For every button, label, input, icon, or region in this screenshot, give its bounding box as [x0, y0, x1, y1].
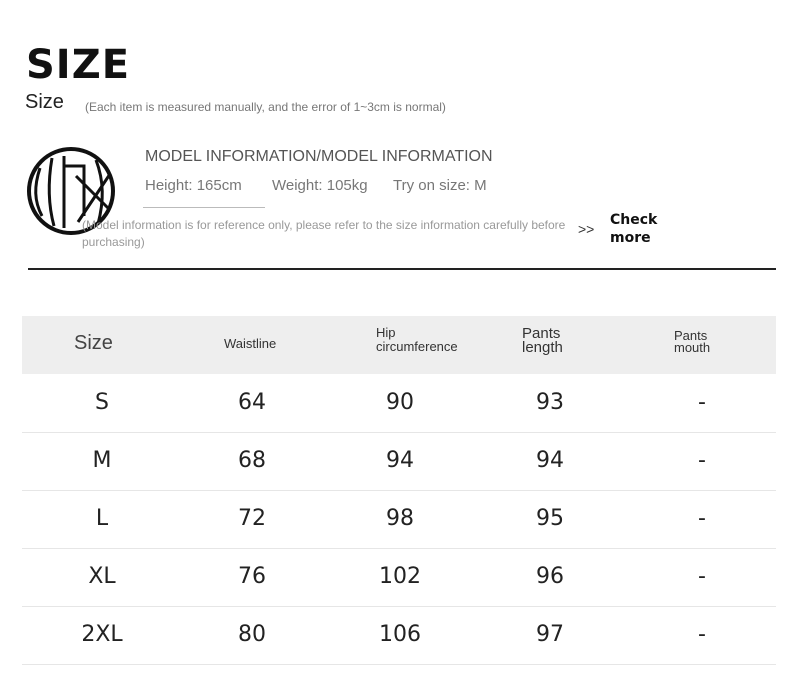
measurement-note: (Each item is measured manually, and the error of 1~3cm is normal) [85, 100, 446, 114]
cell-pants-length: 97 [536, 622, 564, 647]
cell-size: 2XL [81, 622, 123, 647]
cell-pants-mouth: - [698, 448, 706, 473]
cell-pants-mouth: - [698, 622, 706, 647]
header-mouth-line2: mouth [674, 340, 711, 355]
header-waistline: Waistline [224, 336, 277, 351]
cell-waistline: 76 [238, 564, 266, 589]
check-more-line2: more [610, 230, 651, 246]
model-try-on-size: Try on size: M [393, 177, 487, 194]
cell-size: L [95, 506, 109, 531]
cell-hip: 102 [379, 564, 421, 589]
page-title: SIZE [26, 42, 131, 88]
table-row [22, 606, 776, 665]
table-row [22, 432, 776, 491]
height-underline [143, 207, 265, 208]
cell-pants-length: 96 [536, 564, 564, 589]
header-pants-line1: Pants [522, 325, 561, 342]
header-size: Size [74, 332, 113, 354]
model-weight: Weight: 105kg [272, 177, 368, 194]
cell-waistline: 64 [238, 390, 266, 415]
cell-size: XL [88, 564, 116, 589]
section-divider [28, 268, 776, 270]
check-more-line1: Check [610, 212, 658, 228]
header-pants-mouth [674, 330, 710, 354]
check-more-link[interactable] [610, 211, 657, 247]
cell-size: M [92, 448, 112, 473]
cell-pants-mouth: - [698, 564, 706, 589]
cell-size: S [95, 390, 109, 415]
cell-pants-mouth: - [698, 390, 706, 415]
cell-hip: 98 [386, 506, 414, 531]
cell-pants-length: 95 [536, 506, 564, 531]
header-pants-line2: length [522, 339, 563, 356]
table-row [22, 548, 776, 607]
header-hip-line1: Hip [376, 325, 396, 340]
cell-hip: 90 [386, 390, 414, 415]
section-subtitle: Size [25, 91, 64, 113]
header-hip [376, 326, 458, 354]
header-pants-length [522, 327, 563, 355]
cell-hip: 106 [379, 622, 421, 647]
size-table-header [22, 316, 776, 374]
cell-waistline: 68 [238, 448, 266, 473]
table-row [22, 374, 776, 433]
model-height: Height: 165cm [145, 177, 242, 194]
cell-waistline: 80 [238, 622, 266, 647]
cell-hip: 94 [386, 448, 414, 473]
cell-waistline: 72 [238, 506, 266, 531]
chevron-right-icon[interactable]: >> [578, 221, 595, 237]
header-hip-line2: circumference [376, 339, 458, 354]
header-mouth-line1: Pants [674, 328, 708, 343]
cell-pants-length: 94 [536, 448, 564, 473]
model-info-heading: MODEL INFORMATION/MODEL INFORMATION [145, 148, 493, 165]
model-disclaimer: (Model information is for reference only, please refer to the size information carefully before purchasing) [82, 218, 566, 249]
table-row [22, 490, 776, 549]
cell-pants-length: 93 [536, 390, 564, 415]
cell-pants-mouth: - [698, 506, 706, 531]
